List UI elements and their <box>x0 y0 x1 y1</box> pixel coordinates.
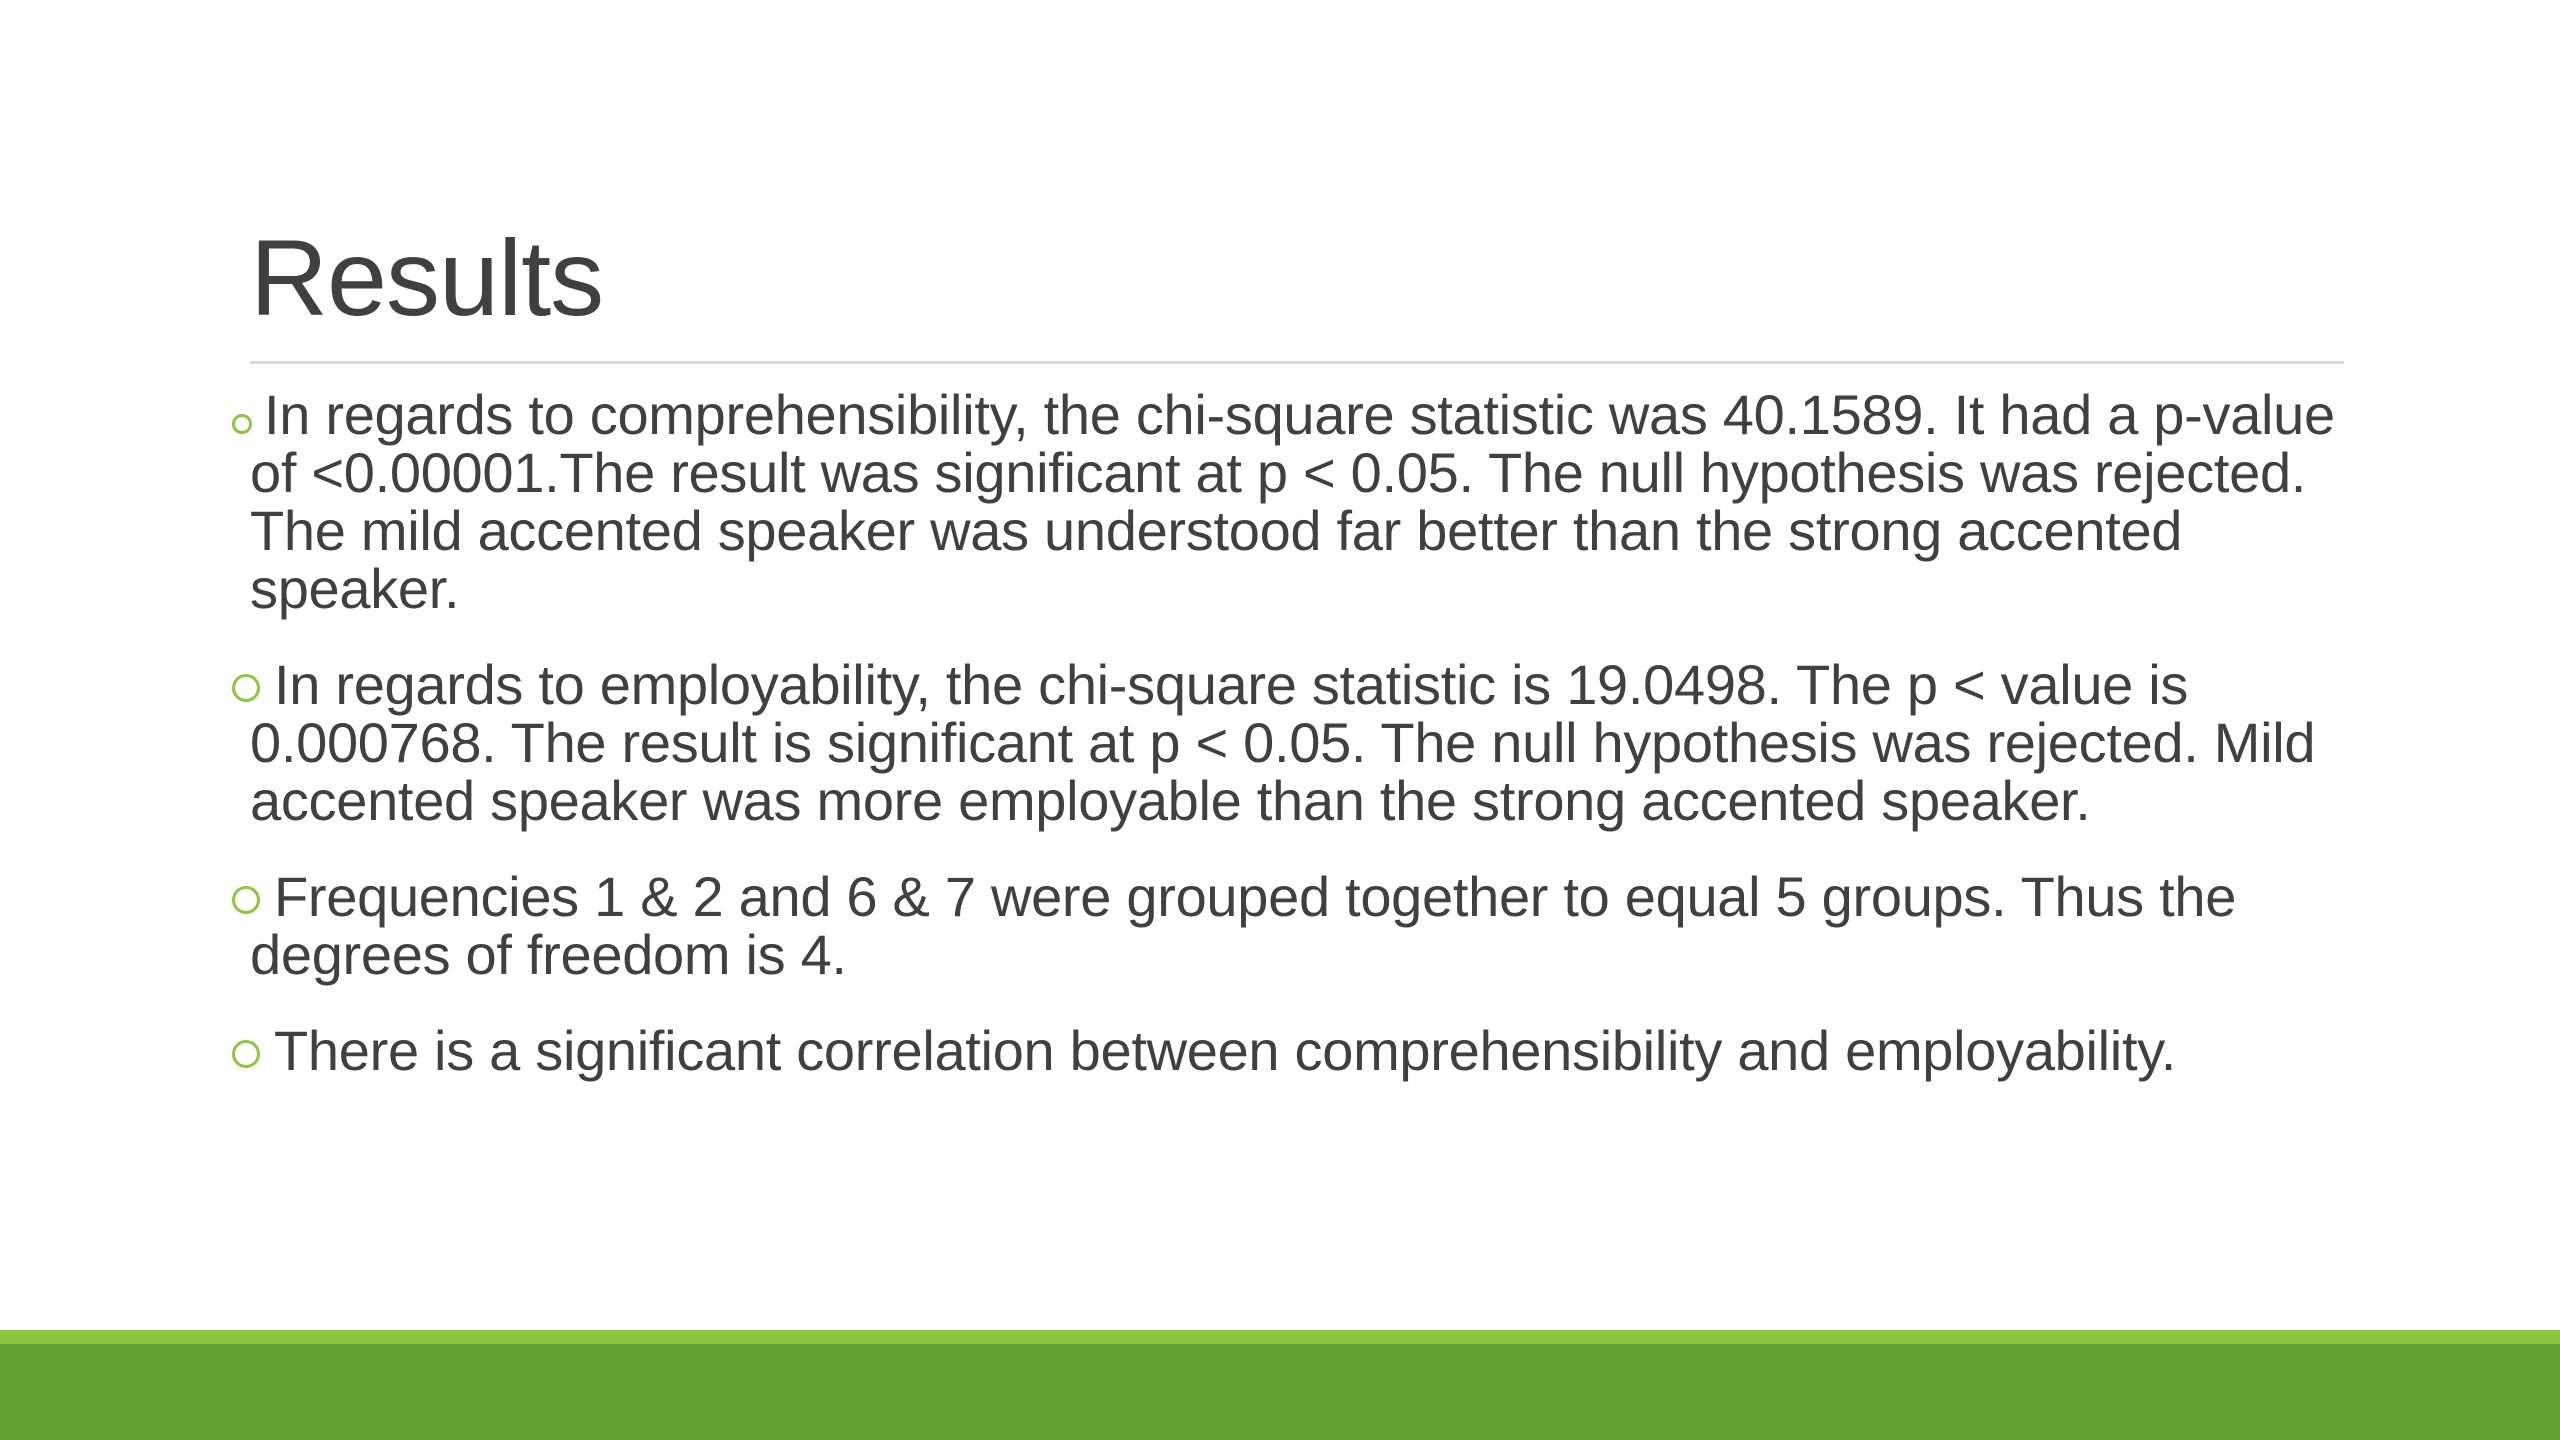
footer-accent-stripe <box>0 1330 2560 1344</box>
bullet-text: In regards to comprehensibility, the chi-square statistic was 40.1589. It had a p-value of <0.00001.The result was significant at p < 0.05. The null hypothesis was rejected. The mild accented speaker was understood far better than the strong accented speaker. <box>250 383 2335 620</box>
circle-bullet-icon <box>232 674 260 702</box>
slide-title: Results <box>250 217 604 338</box>
title-divider <box>250 361 2344 364</box>
bullet-item <box>250 383 2360 620</box>
bullet-item <box>250 653 2360 832</box>
bullet-text: There is a significant correlation between comprehensibility and employability. <box>274 1019 2177 1082</box>
bullet-item <box>250 865 2360 986</box>
circle-bullet-icon <box>232 414 252 434</box>
bullet-text: In regards to employability, the chi-square statistic is 19.0498. The p < value is 0.000768. The result is significant at p < 0.05. The null hypothesis was rejected. Mild accented speaker was more employable than the strong accented speaker. <box>250 653 2316 832</box>
footer-band <box>0 1344 2560 1440</box>
circle-bullet-icon <box>232 886 260 914</box>
bullet-list <box>250 383 2360 1118</box>
bullet-item <box>250 1019 2360 1082</box>
bullet-text: Frequencies 1 & 2 and 6 & 7 were grouped together to equal 5 groups. Thus the degrees of freedom is 4. <box>250 865 2237 986</box>
circle-bullet-icon <box>232 1040 260 1068</box>
